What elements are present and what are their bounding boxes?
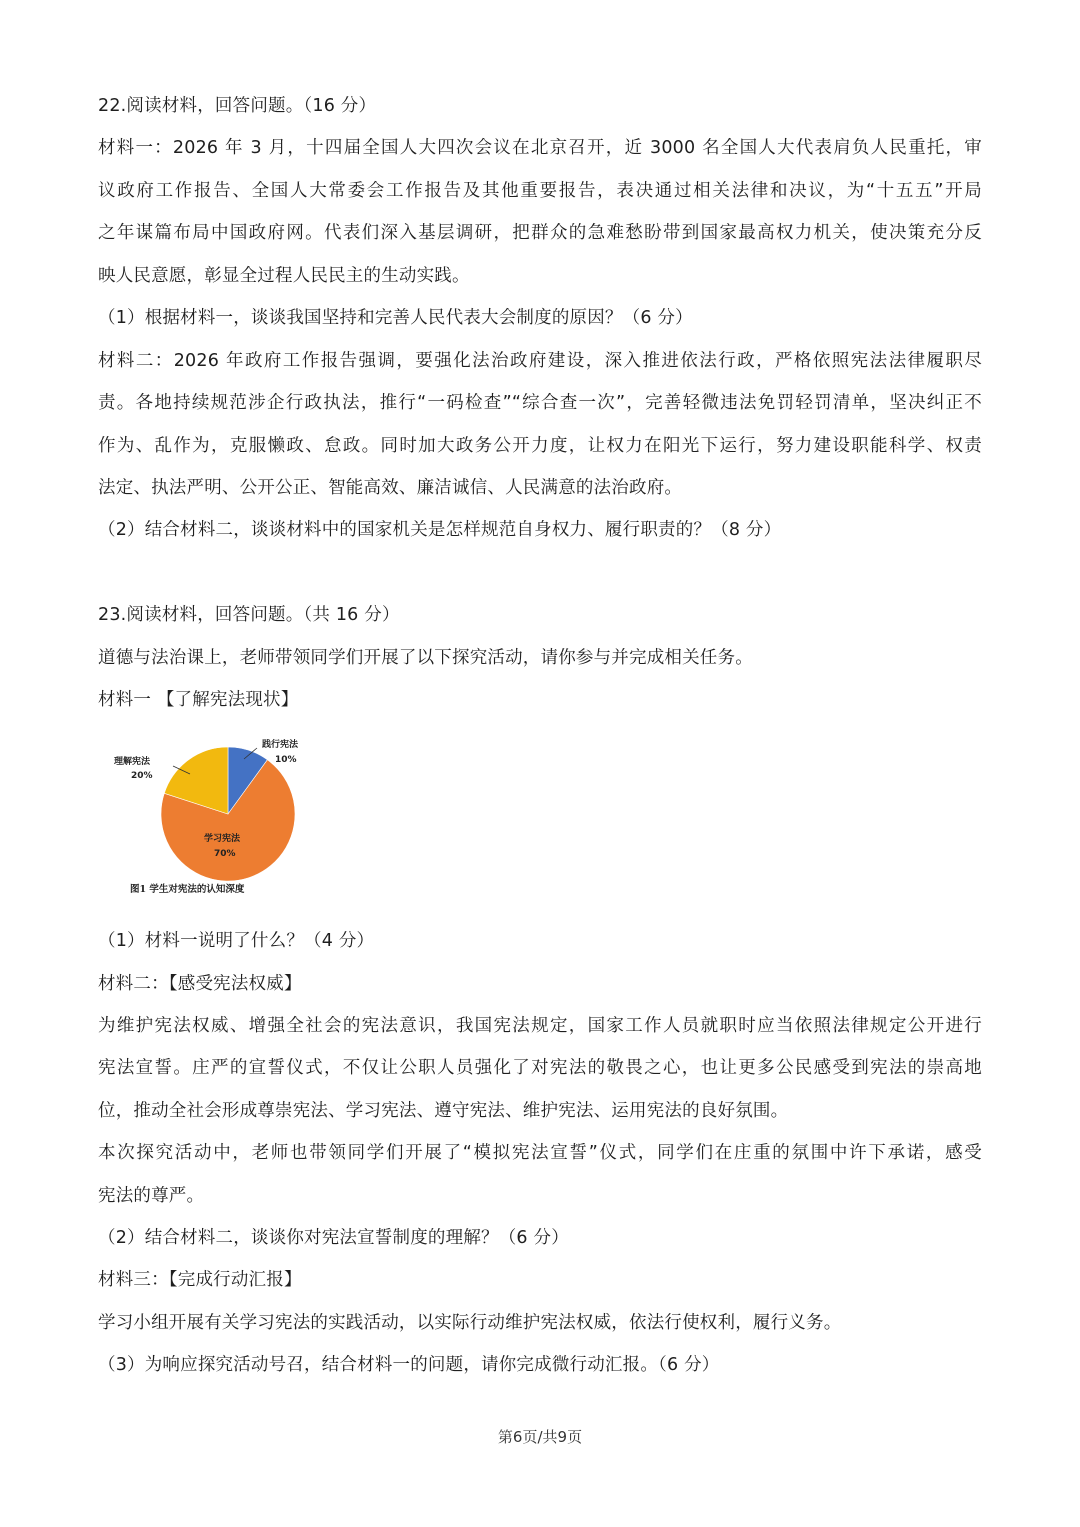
q22-material1-line: 映人民意愿，彰显全过程人民民主的生动实践。 (98, 266, 470, 286)
q23-material2-heading: 材料二：【感受宪法权威】 (98, 974, 302, 994)
q23-intro: 道德与法治课上，老师带领同学们开展了以下探究活动，请你参与并完成相关任务。 (98, 648, 753, 668)
q23-material2-line: 宪法宣誓。庄严的宣誓仪式，不仅让公职人员强化了对宪法的敬畏之心，也让更多公民感受到宪法的崇高地 (98, 1058, 982, 1078)
q23-material2-line: 宪法的尊严。 (98, 1186, 205, 1206)
q23-question1: （1）材料一说明了什么？（4 分） (98, 931, 375, 951)
q22-material1-line: 材料一：2026 年 3 月，十四届全国人大四次会议在北京召开，近 3000 名全国人大代表肩负人民重托，审 (98, 138, 982, 158)
pie-value-study: 70% (214, 849, 236, 859)
q23-question3: （3）为响应探究活动号召，结合材料一的问题，请你完成微行动汇报。（6 分） (98, 1355, 720, 1375)
q22-title: 22.阅读材料，回答问题。（16 分） (98, 96, 377, 116)
q23-question2: （2）结合材料二，谈谈你对宪法宣誓制度的理解？（6 分） (98, 1228, 569, 1248)
q22-question2: （2）结合材料二，谈谈材料中的国家机关是怎样规范自身权力、履行职责的？（8 分） (98, 520, 782, 540)
page-footer: 第6页/共9页 (497, 1428, 583, 1446)
q22-question1: （1）根据材料一，谈谈我国坚持和完善人民代表大会制度的原因？（6 分） (98, 308, 693, 328)
q22-material1-line: 议政府工作报告、全国人大常委会工作报告及其他重要报告，表决通过相关法律和决议，为“十五五”开局 (98, 181, 982, 201)
pie-label-study: 学习宪法 (204, 834, 241, 844)
q22-material2-line: 材料二：2026 年政府工作报告强调，要强化法治政府建设，深入推进依法行政，严格依照宪法法律履职尽 (98, 351, 982, 371)
q23-material2-line: 位，推动全社会形成尊崇宪法、学习宪法、遵守宪法、维护宪法、运用宪法的良好氛围。 (98, 1101, 789, 1121)
pie-label-understand: 理解宪法 (114, 757, 151, 767)
pie-value-understand: 20% (131, 771, 153, 781)
q22-material1-line: 之年谋篇布局中国政府网。代表们深入基层调研，把群众的急难愁盼带到国家最高权力机关，使决策充分反 (98, 223, 982, 243)
q22-material2-line: 责。各地持续规范涉企行政执法，推行“一码检查”“综合查一次”，完善轻微违法免罚轻罚清单，坚决纠正不 (98, 393, 982, 413)
q23-material3-text: 学习小组开展有关学习宪法的实践活动，以实际行动维护宪法权威，依法行使权利，履行义务。 (98, 1313, 842, 1333)
pie-value-practice: 10% (275, 755, 297, 765)
q22-material2-line: 法定、执法严明、公开公正、智能高效、廉洁诚信、人民满意的法治政府。 (98, 478, 683, 498)
q23-material2-line: 为维护宪法权威、增强全社会的宪法意识，我国宪法规定，国家工作人员就职时应当依照法律规定公开进行 (98, 1016, 982, 1036)
q23-title: 23.阅读材料，回答问题。（共 16 分） (98, 605, 400, 625)
q22-material2-line: 作为、乱作为，克服懒政、怠政。同时加大政务公开力度，让权力在阳光下运行，努力建设职能科学、权责 (98, 436, 982, 456)
q23-material2-line: 本次探究活动中，老师也带领同学们开展了“模拟宪法宣誓”仪式，同学们在庄重的氛围中许下承诺，感受 (98, 1143, 982, 1163)
pie-caption: 图1 学生对宪法的认知深度 (130, 884, 245, 895)
pie-label-practice: 践行宪法 (262, 740, 299, 750)
q23-material1-heading: 材料一 【了解宪法现状】 (98, 690, 299, 710)
pie-chart (104, 734, 320, 900)
q23-material3-heading: 材料三：【完成行动汇报】 (98, 1270, 302, 1290)
